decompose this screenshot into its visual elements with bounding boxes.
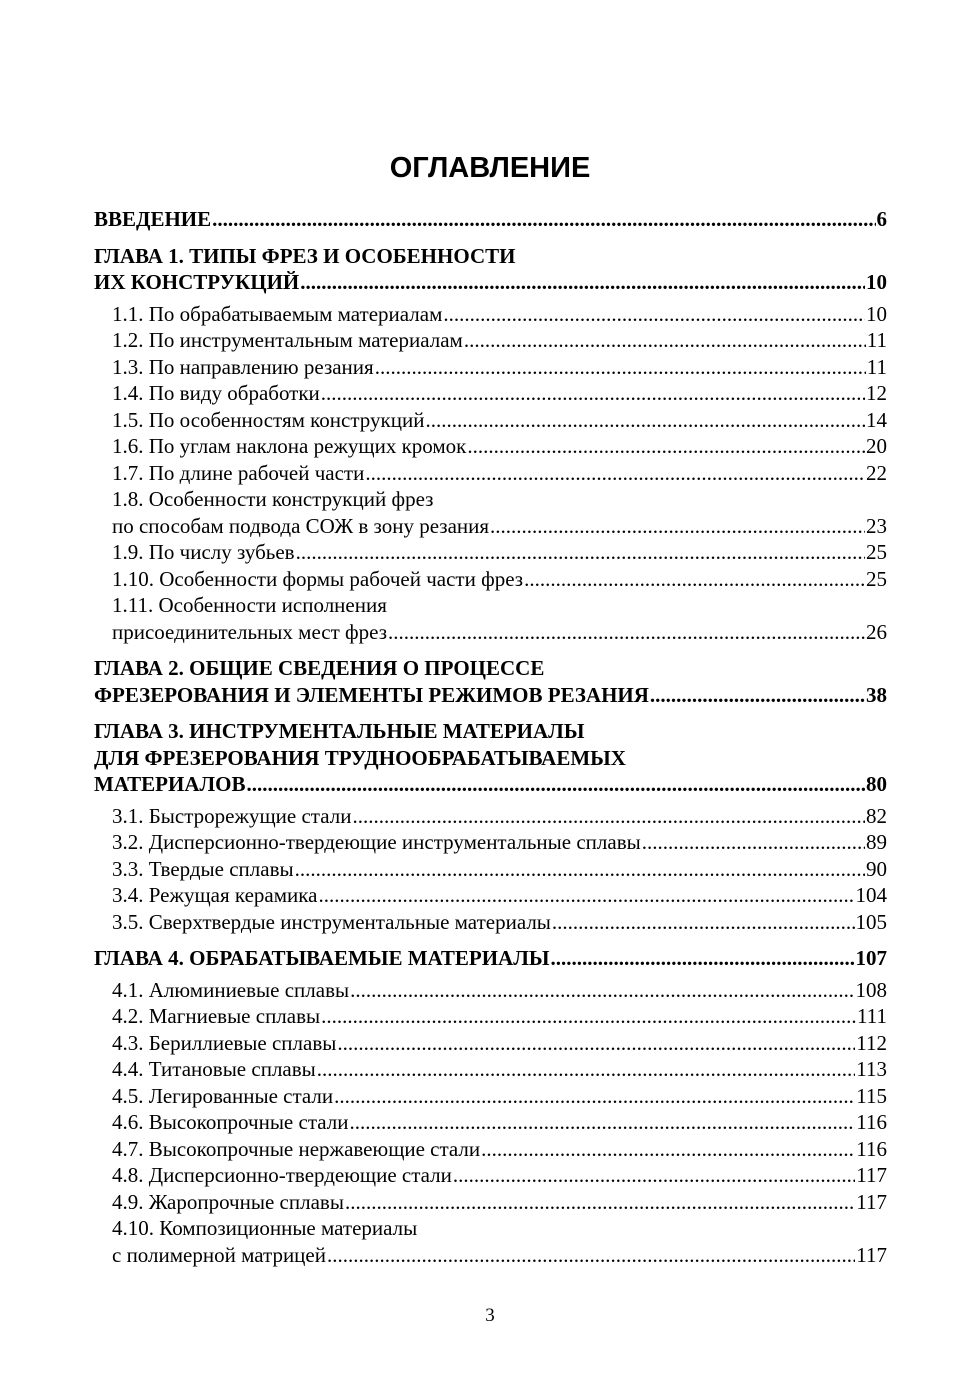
dot-leader — [650, 682, 865, 709]
toc-page-number: 11 — [866, 354, 887, 379]
toc-entry-title-line: ДЛЯ ФРЕЗЕРОВАНИЯ ТРУДНООБРАБАТЫВАЕМЫХ — [94, 745, 626, 770]
dot-leader — [337, 1030, 855, 1057]
toc-section-entry[interactable] — [94, 539, 887, 566]
toc-entry-title: 1.1. По обрабатываемым материалам — [112, 301, 443, 326]
toc-page-number: 25 — [866, 540, 887, 564]
toc-section-entry[interactable] — [94, 856, 887, 883]
dot-leader — [552, 909, 855, 936]
dot-leader — [349, 1109, 855, 1136]
toc-entry-title: 1.7. По длине рабочей части — [112, 460, 365, 485]
toc-entry-title-line: ГЛАВА 1. ТИПЫ ФРЕЗ И ОСОБЕННОСТИ — [94, 243, 516, 268]
toc-section-entry[interactable] — [94, 433, 887, 460]
dot-leader — [490, 513, 865, 540]
toc-section-entry[interactable] — [94, 882, 887, 909]
toc-section-entry[interactable] — [94, 1215, 887, 1268]
toc-entry-title: 4.5. Легированные стали — [112, 1083, 334, 1108]
toc-section-entry[interactable] — [94, 1109, 887, 1136]
dot-leader — [345, 1189, 855, 1216]
toc-entry-title: ВВЕДЕНИЕ — [94, 207, 212, 231]
dot-leader — [300, 269, 865, 296]
toc-entry-title: 4.1. Алюминиевые сплавы — [112, 977, 350, 1002]
toc-chapter-entry[interactable] — [94, 206, 887, 233]
toc-entry-title: 1.9. По числу зубьев — [112, 540, 295, 564]
dot-leader — [425, 407, 865, 434]
dot-leader — [467, 433, 865, 460]
dot-leader — [321, 1003, 856, 1030]
toc-page-number: 112 — [856, 1030, 887, 1055]
table-of-contents — [94, 206, 887, 1268]
dot-leader — [212, 206, 875, 233]
toc-section-entry[interactable] — [94, 1083, 887, 1110]
toc-chapter-entry[interactable] — [94, 243, 887, 296]
toc-chapter-entry[interactable] — [94, 655, 887, 708]
toc-page-number: 105 — [855, 909, 887, 934]
toc-section-entry[interactable] — [94, 977, 887, 1004]
toc-entry-title: 3.3. Твердые сплавы — [112, 856, 294, 881]
toc-page-number: 108 — [855, 977, 887, 1002]
toc-entry-title: 1.5. По особенностям конструкций — [112, 407, 425, 432]
toc-entry-title: 4.7. Высокопрочные нержавеющие стали — [112, 1136, 481, 1161]
toc-page-number: 116 — [856, 1136, 887, 1161]
page-title: ОГЛАВЛЕНИЕ — [389, 152, 591, 184]
toc-chapter-entry[interactable] — [94, 718, 887, 798]
toc-page-number: 117 — [856, 1163, 887, 1187]
dot-leader — [551, 945, 855, 972]
toc-page-number: 117 — [856, 1189, 887, 1214]
dot-leader — [321, 380, 865, 407]
page-number: 3 — [485, 1305, 495, 1326]
toc-section-entry[interactable] — [94, 1056, 887, 1083]
dot-leader — [453, 1162, 855, 1189]
toc-entry-title: 4.6. Высокопрочные стали — [112, 1110, 349, 1134]
toc-section-entry[interactable] — [94, 301, 887, 328]
toc-section-entry[interactable] — [94, 354, 887, 381]
toc-page-number: 115 — [856, 1083, 887, 1108]
toc-page-number: 23 — [866, 513, 887, 538]
toc-entry-title: 3.2. Дисперсионно-твердеющие инструментальные сплавы — [112, 830, 641, 854]
dot-leader — [327, 1242, 855, 1269]
dot-leader — [464, 327, 866, 354]
toc-section-entry[interactable] — [94, 829, 887, 856]
toc-entry-title: МАТЕРИАЛОВ — [94, 772, 246, 796]
toc-page-number: 10 — [866, 301, 887, 326]
toc-page-number: 25 — [866, 566, 887, 591]
toc-page-number: 89 — [866, 830, 887, 854]
toc-page-number: 38 — [866, 682, 887, 707]
toc-page-number: 104 — [855, 883, 887, 907]
toc-page-number: 90 — [866, 856, 887, 881]
dot-leader — [388, 619, 865, 646]
dot-leader — [443, 301, 865, 328]
dot-leader — [352, 803, 865, 830]
toc-page-number: 111 — [857, 1004, 887, 1028]
toc-entry-title: 4.4. Титановые сплавы — [112, 1057, 316, 1081]
toc-chapter-entry[interactable] — [94, 945, 887, 972]
toc-page-number: 14 — [866, 407, 887, 432]
toc-section-entry[interactable] — [94, 1136, 887, 1163]
toc-page-number: 10 — [866, 270, 887, 294]
toc-entry-title: присоединительных мест фрез — [112, 619, 388, 644]
dot-leader — [481, 1136, 855, 1163]
toc-section-entry[interactable] — [94, 909, 887, 936]
toc-entry-title: 4.2. Магниевые сплавы — [112, 1004, 321, 1028]
toc-section-entry[interactable] — [94, 380, 887, 407]
toc-section-entry[interactable] — [94, 407, 887, 434]
toc-entry-title: ГЛАВА 4. ОБРАБАТЫВАЕМЫЕ МАТЕРИАЛЫ — [94, 946, 550, 970]
toc-entry-title-line: ГЛАВА 3. ИНСТРУМЕНТАЛЬНЫЕ МАТЕРИАЛЫ — [94, 719, 585, 743]
toc-entry-title: 1.3. По направлению резания — [112, 354, 374, 379]
toc-page-number: 116 — [856, 1110, 887, 1134]
toc-page-number: 80 — [866, 772, 887, 796]
toc-entry-title: ИХ КОНСТРУКЦИЙ — [94, 270, 300, 294]
toc-page-number: 26 — [866, 619, 887, 644]
dot-leader — [317, 1056, 856, 1083]
toc-page-number: 113 — [856, 1057, 887, 1081]
toc-entry-title-line: 1.8. Особенности конструкций фрез — [112, 487, 434, 511]
toc-section-entry[interactable] — [94, 486, 887, 539]
toc-entry-title: 1.10. Особенности формы рабочей части фрез — [112, 566, 524, 591]
toc-section-entry[interactable] — [94, 566, 887, 593]
toc-section-entry[interactable] — [94, 1162, 887, 1189]
toc-entry-title: 4.9. Жаропрочные сплавы — [112, 1189, 344, 1214]
toc-section-entry[interactable] — [94, 592, 887, 645]
toc-section-entry[interactable] — [94, 1030, 887, 1057]
toc-section-entry[interactable] — [94, 803, 887, 830]
toc-section-entry[interactable] — [94, 1189, 887, 1216]
dot-leader — [365, 460, 865, 487]
toc-entry-title: по способам подвода СОЖ в зону резания — [112, 513, 490, 538]
dot-leader — [642, 829, 865, 856]
toc-entry-title-line: 1.11. Особенности исполнения — [112, 593, 387, 617]
toc-page-number: 107 — [855, 946, 887, 970]
toc-entry-title: 1.6. По углам наклона режущих кромок — [112, 434, 467, 458]
dot-leader — [296, 539, 865, 566]
toc-entry-title: ФРЕЗЕРОВАНИЯ И ЭЛЕМЕНТЫ РЕЖИМОВ РЕЗАНИЯ — [94, 682, 649, 707]
dot-leader — [350, 977, 854, 1004]
toc-page-number: 11 — [866, 328, 887, 352]
toc-entry-title: 1.4. По виду обработки — [112, 381, 320, 405]
toc-entry-title: 3.1. Быстрорежущие стали — [112, 803, 352, 828]
toc-entry-title-line: 4.10. Композиционные материалы — [112, 1216, 418, 1240]
toc-section-entry[interactable] — [94, 460, 887, 487]
toc-page-number: 22 — [866, 460, 887, 485]
toc-page-number: 6 — [876, 207, 887, 231]
toc-entry-title: 3.5. Сверхтвердые инструментальные материалы — [112, 909, 551, 934]
toc-page-number: 12 — [866, 381, 887, 405]
dot-leader — [334, 1083, 855, 1110]
dot-leader — [375, 354, 866, 381]
dot-leader — [246, 771, 865, 798]
toc-page-number: 82 — [866, 803, 887, 828]
dot-leader — [295, 856, 865, 883]
toc-page-number: 117 — [856, 1242, 887, 1267]
toc-entry-title: 3.4. Режущая керамика — [112, 883, 318, 907]
dot-leader — [524, 566, 865, 593]
toc-entry-title: 1.2. По инструментальным материалам — [112, 328, 463, 352]
toc-entry-title: 4.8. Дисперсионно-твердеющие стали — [112, 1163, 452, 1187]
toc-entry-title: с полимерной матрицей — [112, 1242, 326, 1267]
toc-page-number: 20 — [866, 434, 887, 458]
toc-section-entry[interactable] — [94, 327, 887, 354]
dot-leader — [318, 882, 854, 909]
toc-entry-title: 4.3. Бериллиевые сплавы — [112, 1030, 337, 1055]
toc-entry-title-line: ГЛАВА 2. ОБЩИЕ СВЕДЕНИЯ О ПРОЦЕССЕ — [94, 656, 545, 680]
toc-section-entry[interactable] — [94, 1003, 887, 1030]
